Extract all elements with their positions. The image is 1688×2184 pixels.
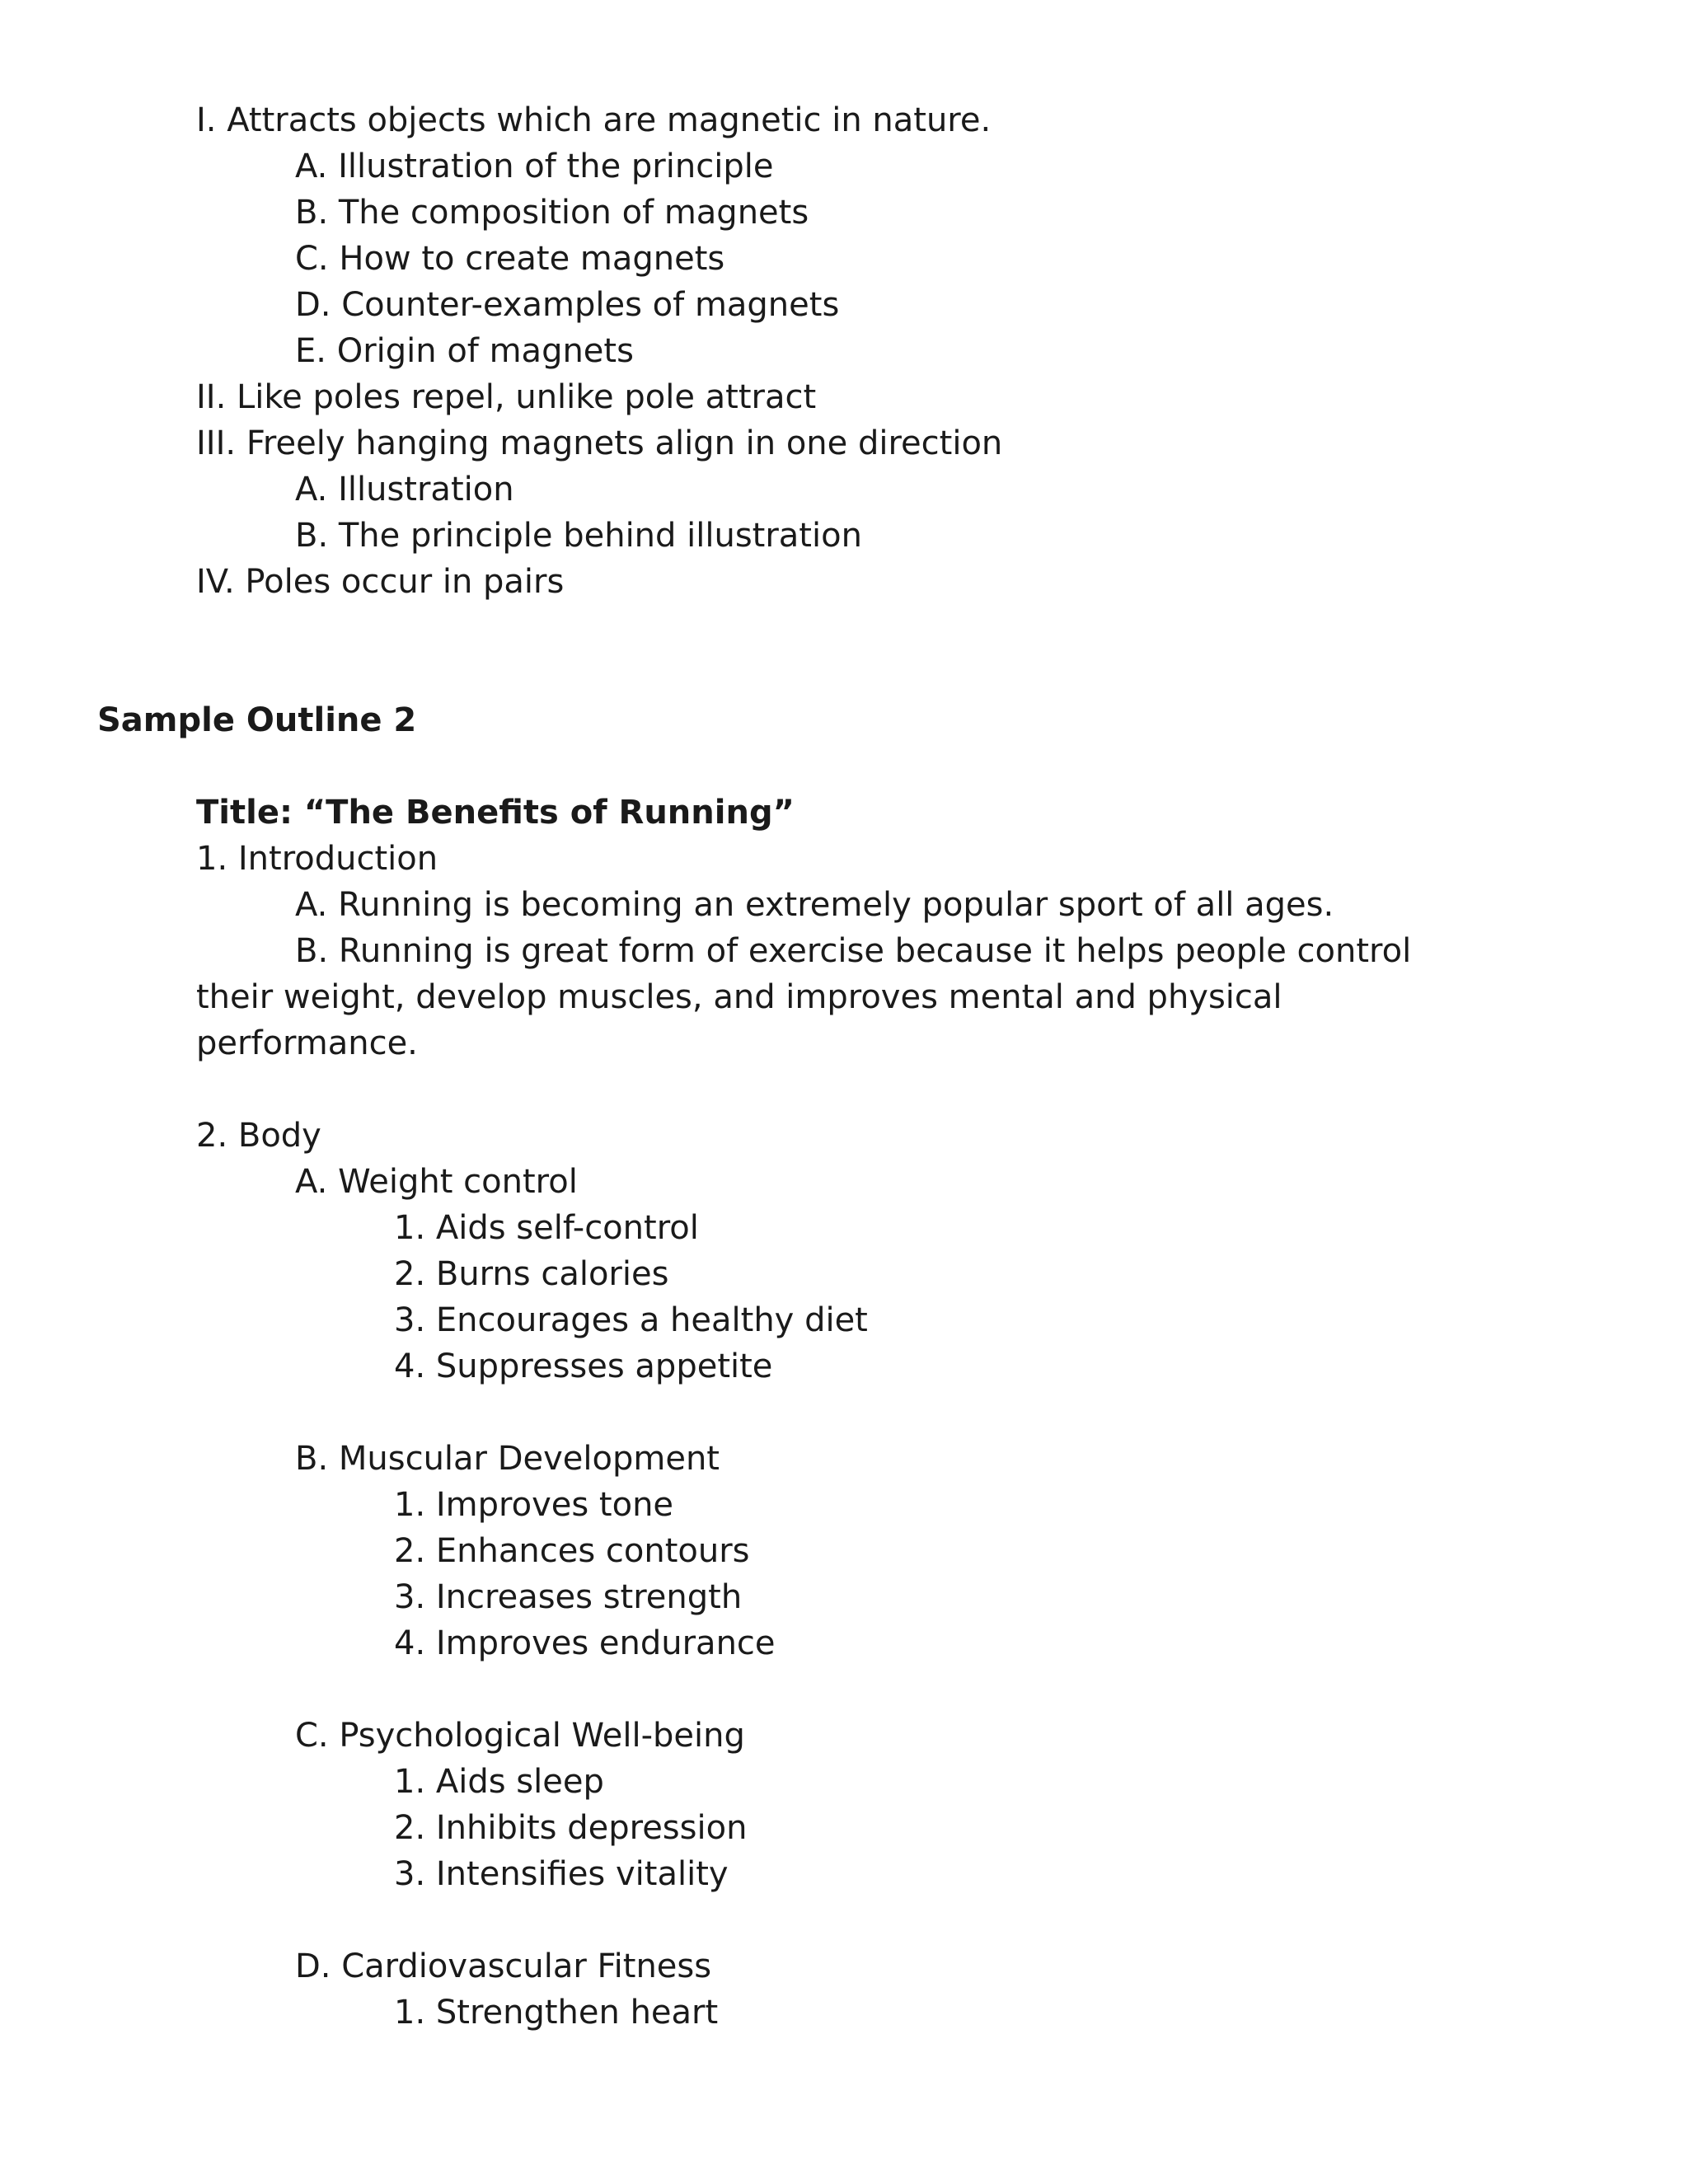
intro-label: 1. Introduction bbox=[196, 840, 438, 878]
body-section-item: 1. Aids sleep bbox=[394, 1763, 604, 1801]
body-section-label: B. Muscular Development bbox=[295, 1440, 720, 1478]
outline1-subitem: C. How to create magnets bbox=[295, 240, 725, 278]
outline1-item: III. Freely hanging magnets align in one direction bbox=[196, 424, 1003, 462]
body-section-label: D. Cardiovascular Fitness bbox=[295, 1947, 712, 1985]
outline1-subitem: B. The principle behind illustration bbox=[295, 517, 862, 555]
body-section-item: 3. Intensifies vitality bbox=[394, 1855, 729, 1893]
intro-point-a: A. Running is becoming an extremely popular sport of all ages. bbox=[295, 886, 1334, 924]
body-section-item: 3. Increases strength bbox=[394, 1578, 743, 1616]
section-heading: Sample Outline 2 bbox=[97, 701, 417, 739]
intro-point-b: B. Running is great form of exercise because it helps people control bbox=[295, 932, 1412, 970]
outline1-item: IV. Poles occur in pairs bbox=[196, 563, 565, 601]
outline1-subitem: A. Illustration of the principle bbox=[295, 148, 774, 185]
body-section-item: 3. Encourages a healthy diet bbox=[394, 1301, 868, 1339]
outline1-subitem: D. Counter-examples of magnets bbox=[295, 286, 840, 324]
body-section-item: 2. Burns calories bbox=[394, 1255, 669, 1293]
intro-point-b-cont: performance. bbox=[196, 1024, 418, 1062]
intro-point-b-cont: their weight, develop muscles, and improves mental and physical bbox=[196, 978, 1282, 1016]
outline1-subitem: A. Illustration bbox=[295, 471, 514, 509]
body-section-item: 4. Suppresses appetite bbox=[394, 1347, 773, 1385]
body-section-item: 1. Improves tone bbox=[394, 1486, 674, 1524]
outline1-item: II. Like poles repel, unlike pole attract bbox=[196, 378, 817, 416]
outline-title: Title: “The Benefits of Running” bbox=[196, 794, 795, 832]
outline1-subitem: B. The composition of magnets bbox=[295, 194, 809, 232]
body-section-label: A. Weight control bbox=[295, 1163, 578, 1201]
body-section-item: 2. Inhibits depression bbox=[394, 1809, 748, 1847]
body-section-label: C. Psychological Well-being bbox=[295, 1717, 745, 1755]
outline1-subitem: E. Origin of magnets bbox=[295, 332, 634, 370]
body-label: 2. Body bbox=[196, 1117, 321, 1155]
body-section-item: 1. Aids self-control bbox=[394, 1209, 699, 1247]
outline1-item: I. Attracts objects which are magnetic in nature. bbox=[196, 101, 992, 139]
body-section-item: 2. Enhances contours bbox=[394, 1532, 750, 1570]
body-section-item: 4. Improves endurance bbox=[394, 1624, 776, 1662]
body-section-item: 1. Strengthen heart bbox=[394, 1994, 719, 2032]
